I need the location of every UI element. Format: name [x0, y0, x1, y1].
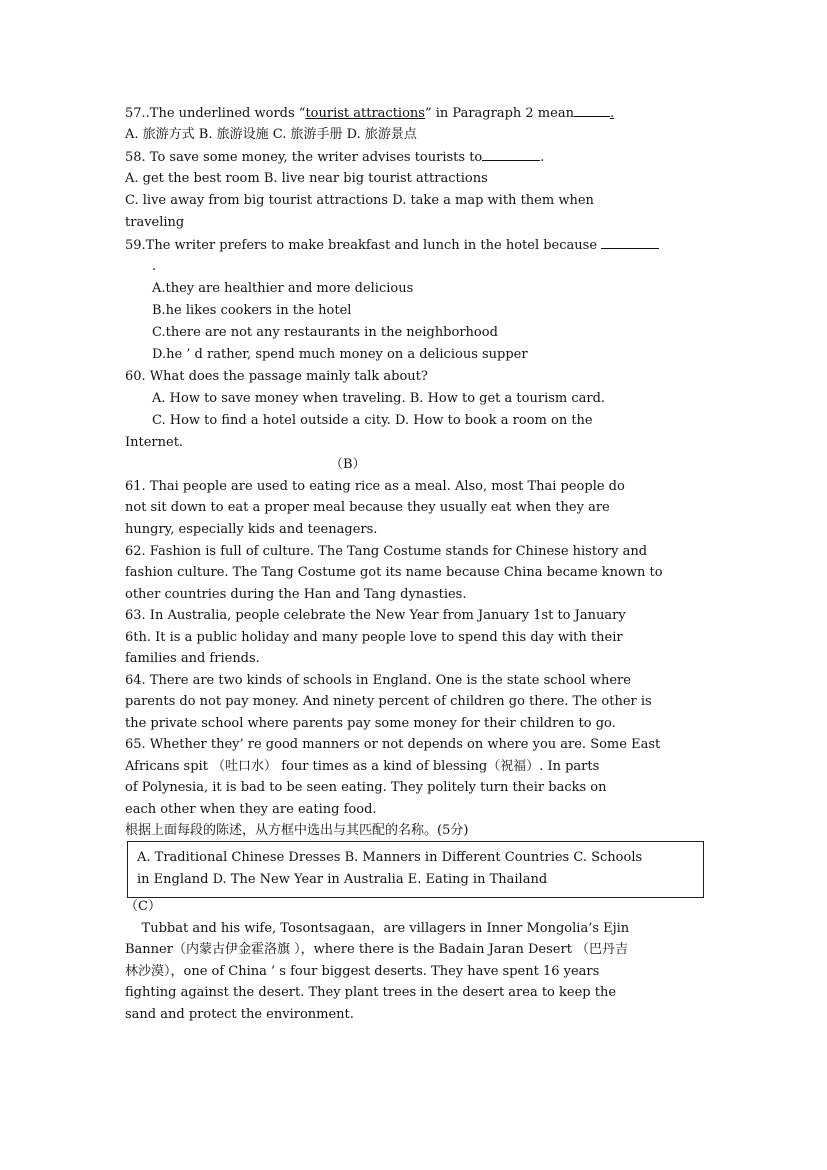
p63-line: families and friends. [125, 651, 260, 666]
p62-line: fashion culture. The Tang Costume got its name because China became known to [125, 565, 663, 580]
box-line: in England D. The New Year in Australia E. Eating in Thailand [137, 872, 548, 887]
pc-line: fighting against the desert. They plant trees in the desert area to keep the [125, 985, 617, 1000]
p64-line: the private school where parents pay some money for their children to go. [125, 716, 616, 731]
box-line: A. Traditional Chinese Dresses B. Manners in Different Countries C. Schools [137, 850, 643, 865]
q59-option-c: C.there are not any restaurants in the neighborhood [152, 325, 498, 340]
q58-options-cd-cont: traveling [125, 215, 185, 230]
q60-options-cd: C. How to find a hotel outside a city. D. How to book a room on the [152, 413, 593, 428]
p64-line: 64. There are two kinds of schools in England. One is the state school where [125, 673, 631, 688]
p65-line: Africans spit （吐口水） four times as a kind of blessing（祝福）. In parts [125, 759, 600, 774]
q60-options-cd-cont: Internet. [125, 435, 184, 450]
q60-stem: 60. What does the passage mainly talk about? [125, 369, 428, 384]
q57-stem: 57..The underlined words “tourist attractions” in Paragraph 2 mean . [125, 103, 614, 124]
p65-line: 65. Whether they’ re good manners or not depends on where you are. Some East [125, 737, 661, 752]
q59-option-d: D.he ’ d rather, spend much money on a delicious supper [152, 347, 528, 362]
matching-instruction: 根据上面每段的陈述，从方框中选出与其匹配的名称。(5分) [125, 823, 469, 838]
p62-line: other countries during the Han and Tang dynasties. [125, 587, 467, 602]
answer-blank [574, 103, 610, 117]
p61-line: hungry, especially kids and teenagers. [125, 522, 378, 537]
q57-options: A. 旅游方式 B. 旅游设施 C. 旅游手册 D. 旅游景点 [125, 127, 417, 142]
q59-stem-dot: . [152, 259, 157, 274]
options-box [127, 841, 704, 898]
pc-line: Tubbat and his wife, Tosontsagaan，are villagers in Inner Mongolia’s Ejin [125, 921, 630, 936]
p61-line: 61. Thai people are used to eating rice as a meal. Also, most Thai people do [125, 479, 625, 494]
p63-line: 63. In Australia, people celebrate the New Year from January 1st to January [125, 608, 626, 623]
q58-options-ab: A. get the best room B. live near big tourist attractions [125, 171, 488, 186]
q58-stem: 58. To save some money, the writer advises tourists to . [125, 147, 544, 168]
p62-line: 62. Fashion is full of culture. The Tang Costume stands for Chinese history and [125, 544, 648, 559]
section-c-heading: （C） [125, 899, 161, 914]
section-b-heading: （B） [330, 457, 366, 472]
p64-line: parents do not pay money. And ninety percent of children go there. The other is [125, 694, 652, 709]
p65-line: each other when they are eating food. [125, 802, 377, 817]
p61-line: not sit down to eat a proper meal because they usually eat when they are [125, 500, 610, 515]
q59-option-b: B.he likes cookers in the hotel [152, 303, 352, 318]
pc-line: 林沙漠），one of China ’ s four biggest deserts. They have spent 16 years [125, 964, 600, 979]
q59-stem: 59.The writer prefers to make breakfast and lunch in the hotel because [125, 235, 659, 256]
q59-option-a: A.they are healthier and more delicious [152, 281, 414, 296]
pc-line: Banner（内蒙古伊金霍洛旗 ），where there is the Badain Jaran Desert （巴丹吉 [125, 942, 629, 957]
p63-line: 6th. It is a public holiday and many people love to spend this day with their [125, 630, 623, 645]
p65-line: of Polynesia, it is bad to be seen eating. They politely turn their backs on [125, 780, 607, 795]
underlined-phrase: tourist attractions [305, 106, 425, 121]
q58-options-cd: C. live away from big tourist attractions D. take a map with them when [125, 193, 594, 208]
answer-blank [482, 147, 540, 161]
q60-options-ab: A. How to save money when traveling. B. How to get a tourism card. [152, 391, 606, 406]
answer-blank [601, 235, 659, 249]
pc-line: sand and protect the environment. [125, 1007, 354, 1022]
